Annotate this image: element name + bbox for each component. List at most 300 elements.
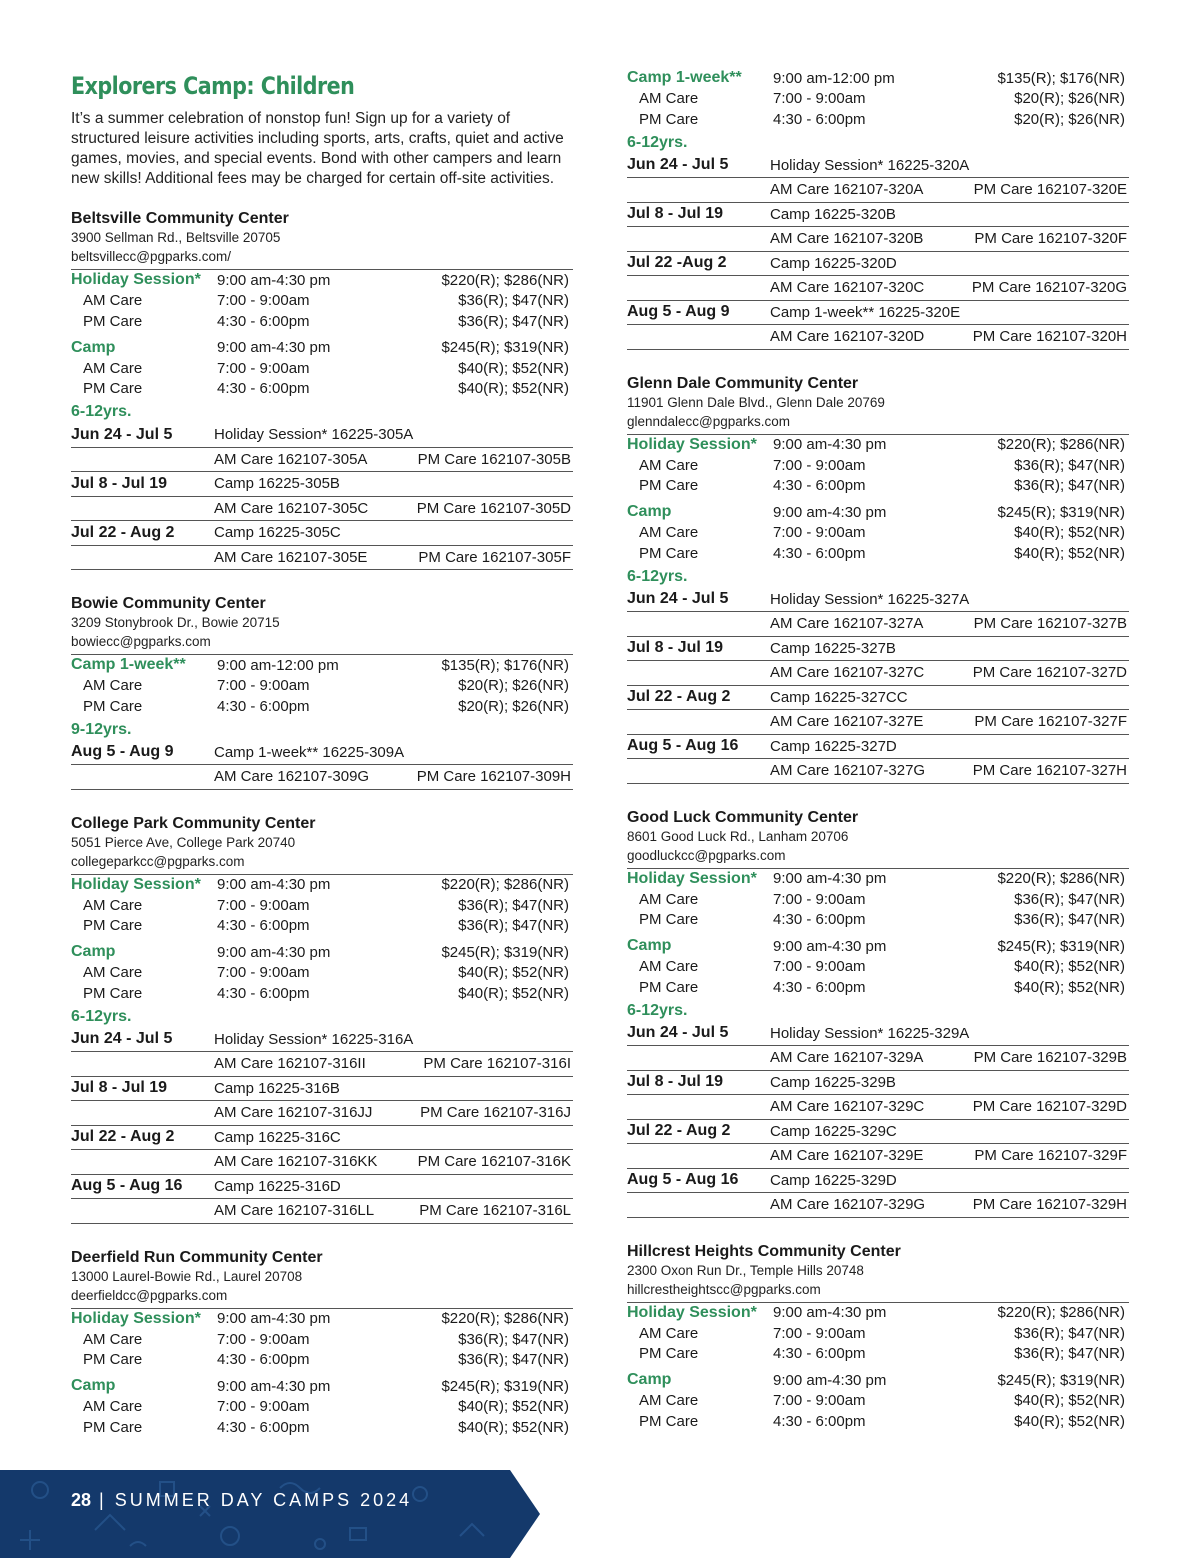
fee-time: 4:30 - 6:00pm <box>773 1345 866 1363</box>
fee-time: 7:00 - 9:00am <box>773 1324 866 1342</box>
center-name: College Park Community Center <box>71 814 316 832</box>
session-pm-code: PM Care 162107-327H <box>972 762 1127 780</box>
session-row <box>627 637 1129 662</box>
fee-price: $36(R); $47(NR) <box>1014 1324 1125 1342</box>
session-table <box>627 1022 1129 1218</box>
fee-row <box>71 379 573 400</box>
session-date: Jul 22 - Aug 2 <box>71 1128 175 1146</box>
session-date: Jul 22 - Aug 2 <box>627 688 731 706</box>
fee-row <box>627 1391 1129 1412</box>
fee-time: 7:00 - 9:00am <box>217 359 310 377</box>
fee-row <box>71 1397 573 1418</box>
fee-price: $135(R); $176(NR) <box>997 69 1125 87</box>
fee-row <box>71 311 573 332</box>
session-code: Camp 16225-316C <box>214 1128 341 1146</box>
footer-banner-shape <box>0 1470 540 1558</box>
fee-row <box>71 270 573 291</box>
fee-time: 4:30 - 6:00pm <box>217 312 310 330</box>
fee-row <box>627 1344 1129 1365</box>
fee-time: 9:00 am-12:00 pm <box>773 69 895 87</box>
session-pm-code: PM Care 162107-305D <box>416 499 571 517</box>
session-row <box>71 1077 573 1102</box>
center-address: 2300 Oxon Run Dr., Temple Hills 20748 <box>627 1262 864 1278</box>
footer-title: SUMMER DAY CAMPS 2024 <box>114 1490 413 1510</box>
fee-time: 9:00 am-4:30 pm <box>217 876 331 894</box>
session-code: Holiday Session* 16225-316A <box>214 1030 414 1048</box>
session-pm-code: PM Care 162107-327F <box>974 713 1127 731</box>
age-range: 6-12yrs. <box>627 1001 688 1019</box>
fee-row <box>627 543 1129 564</box>
session-code: Camp 16225-329C <box>770 1122 897 1140</box>
session-row <box>627 1120 1129 1145</box>
center-address: 8601 Good Luck Rd., Lanham 20706 <box>627 828 849 844</box>
session-pm-code: PM Care 162107-305B <box>417 450 571 468</box>
session-date: Jul 8 - Jul 19 <box>71 1079 168 1097</box>
session-code: Camp 16225-320B <box>770 205 896 223</box>
fee-label: Holiday Session* <box>627 869 757 887</box>
fee-time: 7:00 - 9:00am <box>217 964 310 982</box>
fee-price: $220(R); $286(NR) <box>441 876 569 894</box>
fee-price: $245(R); $319(NR) <box>997 1371 1125 1389</box>
center-email: goodluckcc@pgparks.com <box>627 847 786 863</box>
fee-time: 7:00 - 9:00am <box>773 90 866 108</box>
session-row <box>627 203 1129 228</box>
session-row <box>627 227 1129 252</box>
fee-label: AM Care <box>83 964 143 982</box>
fee-label: Holiday Session* <box>71 271 201 289</box>
fee-row <box>627 1303 1129 1324</box>
fee-price: $245(R); $319(NR) <box>441 1377 569 1395</box>
right-column <box>627 68 1129 1432</box>
fee-price: $36(R); $47(NR) <box>458 917 569 935</box>
session-code: AM Care 162107-327G <box>770 762 926 780</box>
session-code: AM Care 162107-329C <box>770 1098 925 1116</box>
fee-row <box>627 89 1129 110</box>
fee-time: 9:00 am-4:30 pm <box>773 937 887 955</box>
fee-price: $36(R); $47(NR) <box>458 292 569 310</box>
session-pm-code: PM Care 162107-309H <box>416 768 571 786</box>
fee-label: PM Care <box>83 380 143 398</box>
session-date: Jul 8 - Jul 19 <box>627 639 724 657</box>
session-pm-code: PM Care 162107-329H <box>972 1196 1127 1214</box>
fee-label: PM Care <box>83 312 143 330</box>
fee-label: Camp <box>71 338 116 356</box>
session-table <box>627 588 1129 784</box>
community-center <box>627 374 1129 784</box>
fee-price: $36(R); $47(NR) <box>1014 890 1125 908</box>
fee-label: Camp <box>627 503 672 521</box>
center-name: Glenn Dale Community Center <box>627 374 859 392</box>
center-address: 13000 Laurel-Bowie Rd., Laurel 20708 <box>71 1268 303 1284</box>
fee-time: 9:00 am-4:30 pm <box>773 1371 887 1389</box>
session-code: Camp 16225-327B <box>770 639 896 657</box>
fee-table <box>71 654 573 717</box>
session-code: Camp 16225-327D <box>770 737 897 755</box>
session-code: Camp 16225-329B <box>770 1073 896 1091</box>
fee-time: 4:30 - 6:00pm <box>773 1412 866 1430</box>
session-date: Aug 5 - Aug 9 <box>627 303 730 321</box>
session-table <box>71 1028 573 1224</box>
session-row <box>71 448 573 473</box>
session-row <box>71 1052 573 1077</box>
session-code: Camp 16225-329D <box>770 1171 897 1189</box>
session-code: Camp 16225-305B <box>214 475 340 493</box>
fee-label: Camp <box>71 1377 116 1395</box>
fee-table <box>71 1308 573 1438</box>
session-date: Jul 8 - Jul 19 <box>71 474 168 492</box>
session-row <box>71 1175 573 1200</box>
session-row <box>627 710 1129 735</box>
center-name: Bowie Community Center <box>71 595 266 612</box>
center-address: 3900 Sellman Rd., Beltsville 20705 <box>71 230 281 245</box>
fee-label: AM Care <box>639 890 699 908</box>
session-pm-code: PM Care 162107-316K <box>417 1153 571 1171</box>
footer-text <box>71 1490 412 1511</box>
fee-row <box>71 358 573 379</box>
session-pm-code: PM Care 162107-327D <box>972 664 1127 682</box>
fee-label: AM Care <box>83 677 143 695</box>
session-code: Camp 1-week** 16225-309A <box>214 743 405 761</box>
session-date: Aug 5 - Aug 16 <box>627 737 739 755</box>
fee-price: $135(R); $176(NR) <box>441 656 569 674</box>
community-center <box>627 68 1129 350</box>
community-center <box>71 814 573 1224</box>
session-pm-code: PM Care 162107-316J <box>420 1104 571 1122</box>
fee-time: 4:30 - 6:00pm <box>217 380 310 398</box>
fee-time: 7:00 - 9:00am <box>773 890 866 908</box>
fee-time: 4:30 - 6:00pm <box>217 697 310 715</box>
fee-row <box>627 910 1129 931</box>
fee-label: PM Care <box>639 110 699 128</box>
fee-label: PM Care <box>639 477 699 495</box>
session-code: AM Care 162107-327A <box>770 615 924 633</box>
fee-label: Holiday Session* <box>627 435 757 453</box>
session-row <box>71 1101 573 1126</box>
page-number: 28 <box>71 1490 92 1510</box>
session-date: Jul 22 - Aug 2 <box>71 523 175 541</box>
fee-label: PM Care <box>639 1345 699 1363</box>
footer-separator: | <box>99 1490 107 1510</box>
session-row <box>71 472 573 497</box>
fee-label: PM Care <box>83 1418 143 1436</box>
fee-label: Holiday Session* <box>627 1303 757 1321</box>
fee-time: 4:30 - 6:00pm <box>217 1351 310 1369</box>
session-code: Holiday Session* 16225-329A <box>770 1024 970 1042</box>
center-name: Hillcrest Heights Community Center <box>627 1242 901 1260</box>
fee-price: $220(R); $286(NR) <box>997 1304 1125 1322</box>
session-table <box>71 741 573 790</box>
age-range: 9-12yrs. <box>71 720 132 738</box>
fee-time: 9:00 am-4:30 pm <box>217 271 331 289</box>
fee-row <box>627 68 1129 89</box>
session-row <box>627 588 1129 613</box>
fee-price: $40(R); $52(NR) <box>1014 1412 1125 1430</box>
fee-time: 9:00 am-4:30 pm <box>773 1304 887 1322</box>
fee-price: $245(R); $319(NR) <box>997 503 1125 521</box>
fee-row <box>71 942 573 963</box>
fee-time: 7:00 - 9:00am <box>773 456 866 474</box>
session-row <box>71 546 573 571</box>
fee-price: $36(R); $47(NR) <box>458 1351 569 1369</box>
session-code: Camp 16225-316B <box>214 1079 340 1097</box>
session-code: AM Care 162107-316KK <box>214 1153 378 1171</box>
left-centers <box>71 189 573 1438</box>
session-date: Aug 5 - Aug 16 <box>71 1177 183 1195</box>
session-row <box>71 521 573 546</box>
fee-price: $40(R); $52(NR) <box>1014 524 1125 542</box>
session-row <box>627 1022 1129 1047</box>
community-center <box>71 209 573 570</box>
fee-table <box>627 1302 1129 1432</box>
session-code: AM Care 162107-320B <box>770 230 924 248</box>
center-email: bowiecc@pgparks.com <box>71 634 211 649</box>
fee-time: 7:00 - 9:00am <box>217 1330 310 1348</box>
session-code: AM Care 162107-327C <box>770 664 925 682</box>
fee-price: $40(R); $52(NR) <box>1014 544 1125 562</box>
session-row <box>71 765 573 790</box>
fee-row <box>627 869 1129 890</box>
fee-row <box>627 109 1129 130</box>
center-address: 3209 Stonybrook Dr., Bowie 20715 <box>71 615 280 630</box>
session-row <box>627 252 1129 277</box>
fee-label: Holiday Session* <box>71 875 201 893</box>
session-date: Jun 24 - Jul 5 <box>627 590 729 608</box>
session-row <box>71 1028 573 1053</box>
fee-time: 7:00 - 9:00am <box>773 1392 866 1410</box>
session-row <box>71 1150 573 1175</box>
fee-row <box>71 696 573 717</box>
fee-table <box>627 434 1129 564</box>
community-center <box>71 1248 573 1438</box>
session-code: AM Care 162107-316II <box>214 1055 366 1073</box>
fee-time: 4:30 - 6:00pm <box>773 978 866 996</box>
session-pm-code: PM Care 162107-316I <box>423 1055 571 1073</box>
session-date: Jun 24 - Jul 5 <box>71 1030 173 1048</box>
session-row <box>627 1071 1129 1096</box>
fee-price: $40(R); $52(NR) <box>458 964 569 982</box>
session-row <box>627 1169 1129 1194</box>
fee-label: AM Care <box>83 1398 143 1416</box>
session-code: AM Care 162107-316JJ <box>214 1104 373 1122</box>
fee-row <box>627 957 1129 978</box>
session-code: Camp 16225-316D <box>214 1177 341 1195</box>
fee-price: $36(R); $47(NR) <box>458 312 569 330</box>
session-pm-code: PM Care 162107-320H <box>972 328 1127 346</box>
fee-price: $40(R); $52(NR) <box>458 1398 569 1416</box>
fee-row <box>71 1350 573 1371</box>
fee-time: 7:00 - 9:00am <box>217 292 310 310</box>
session-code: Camp 16225-305C <box>214 524 341 542</box>
fee-row <box>627 1411 1129 1432</box>
session-row <box>627 612 1129 637</box>
center-gap <box>71 189 573 209</box>
fee-label: PM Care <box>83 697 143 715</box>
center-email: beltsvillecc@pgparks.com/ <box>71 249 232 264</box>
fee-price: $40(R); $52(NR) <box>458 359 569 377</box>
fee-time: 9:00 am-4:30 pm <box>773 503 887 521</box>
fee-table <box>627 868 1129 998</box>
age-range: 6-12yrs. <box>71 1007 132 1025</box>
fee-row <box>627 1323 1129 1344</box>
session-date: Jul 8 - Jul 19 <box>627 1073 724 1091</box>
fee-label: PM Care <box>639 1412 699 1430</box>
session-date: Jul 22 - Aug 2 <box>627 1122 731 1140</box>
session-code: AM Care 162107-329G <box>770 1196 926 1214</box>
session-table <box>71 423 573 570</box>
fee-price: $20(R); $26(NR) <box>458 697 569 715</box>
fee-row <box>71 1417 573 1438</box>
fee-label: AM Care <box>83 359 143 377</box>
fee-price: $245(R); $319(NR) <box>441 339 569 357</box>
fee-time: 9:00 am-4:30 pm <box>217 943 331 961</box>
session-code: AM Care 162107-320D <box>770 328 925 346</box>
fee-row <box>627 455 1129 476</box>
center-name: Good Luck Community Center <box>627 808 859 826</box>
fee-row <box>71 676 573 697</box>
session-code: Camp 16225-320D <box>770 254 897 272</box>
fee-label: Camp 1-week** <box>627 69 742 87</box>
session-pm-code: PM Care 162107-327B <box>973 615 1127 633</box>
fee-label: PM Care <box>639 978 699 996</box>
center-name: Beltsville Community Center <box>71 210 289 227</box>
fee-row <box>71 291 573 312</box>
center-name: Deerfield Run Community Center <box>71 1248 323 1266</box>
session-pm-code: PM Care 162107-329F <box>974 1147 1127 1165</box>
session-pm-code: PM Care 162107-329B <box>973 1049 1127 1067</box>
fee-label: PM Care <box>83 1351 143 1369</box>
session-code: Holiday Session* 16225-320A <box>770 156 970 174</box>
fee-price: $40(R); $52(NR) <box>1014 978 1125 996</box>
fee-price: $40(R); $52(NR) <box>1014 1392 1125 1410</box>
session-code: AM Care 162107-305A <box>214 450 368 468</box>
session-pm-code: PM Care 162107-305F <box>418 548 571 566</box>
center-gap <box>627 784 1129 808</box>
session-code: Camp 1-week** 16225-320E <box>770 303 961 321</box>
fee-time: 4:30 - 6:00pm <box>217 917 310 935</box>
session-row <box>627 301 1129 326</box>
session-code: AM Care 162107-320A <box>770 181 924 199</box>
center-gap <box>71 1224 573 1248</box>
session-date: Jun 24 - Jul 5 <box>627 1024 729 1042</box>
fee-price: $36(R); $47(NR) <box>1014 477 1125 495</box>
fee-price: $245(R); $319(NR) <box>441 943 569 961</box>
session-row <box>627 178 1129 203</box>
community-center <box>627 808 1129 1218</box>
fee-table <box>71 269 573 399</box>
session-date: Jul 8 - Jul 19 <box>627 205 724 223</box>
fee-price: $36(R); $47(NR) <box>458 896 569 914</box>
fee-price: $40(R); $52(NR) <box>1014 958 1125 976</box>
session-row <box>627 325 1129 350</box>
session-row <box>71 423 573 448</box>
session-code: AM Care 162107-327E <box>770 713 924 731</box>
fee-price: $36(R); $47(NR) <box>458 1330 569 1348</box>
session-date: Aug 5 - Aug 9 <box>71 743 174 761</box>
session-row <box>71 497 573 522</box>
fee-time: 4:30 - 6:00pm <box>773 477 866 495</box>
fee-row <box>71 963 573 984</box>
session-code: AM Care 162107-329A <box>770 1049 924 1067</box>
fee-time: 4:30 - 6:00pm <box>217 1418 310 1436</box>
session-row <box>627 759 1129 784</box>
fee-time: 9:00 am-4:30 pm <box>773 436 887 454</box>
right-centers <box>627 350 1129 1432</box>
fee-time: 9:00 am-4:30 pm <box>217 1377 331 1395</box>
fee-label: Camp 1-week** <box>71 656 186 674</box>
fee-price: $245(R); $319(NR) <box>997 937 1125 955</box>
session-code: AM Care 162107-316LL <box>214 1202 375 1220</box>
fee-row <box>627 889 1129 910</box>
fee-label: PM Care <box>639 544 699 562</box>
session-row <box>627 686 1129 711</box>
fee-label: AM Care <box>639 1324 699 1342</box>
fee-label: AM Care <box>83 896 143 914</box>
fee-price: $220(R); $286(NR) <box>441 271 569 289</box>
session-pm-code: PM Care 162107-320F <box>974 230 1127 248</box>
fee-time: 9:00 am-12:00 pm <box>217 656 339 674</box>
fee-row <box>71 1309 573 1330</box>
session-pm-code: PM Care 162107-320E <box>973 181 1127 199</box>
session-pm-code: PM Care 162107-320G <box>971 279 1127 297</box>
session-row <box>627 1095 1129 1120</box>
community-center <box>71 594 573 790</box>
session-pm-code: PM Care 162107-329D <box>972 1098 1127 1116</box>
fee-row <box>627 977 1129 998</box>
fee-label: Holiday Session* <box>71 1309 201 1327</box>
fee-price: $40(R); $52(NR) <box>458 984 569 1002</box>
fee-label: Camp <box>71 943 116 961</box>
session-code: AM Care 162107-329E <box>770 1147 924 1165</box>
session-pm-code: PM Care 162107-316L <box>419 1202 571 1220</box>
fee-time: 4:30 - 6:00pm <box>773 544 866 562</box>
fee-time: 7:00 - 9:00am <box>773 958 866 976</box>
fee-price: $20(R); $26(NR) <box>1014 110 1125 128</box>
fee-row <box>71 983 573 1004</box>
fee-row <box>71 1376 573 1397</box>
page-footer <box>0 1470 540 1558</box>
fee-time: 4:30 - 6:00pm <box>773 110 866 128</box>
fee-price: $220(R); $286(NR) <box>997 870 1125 888</box>
fee-label: AM Care <box>83 1330 143 1348</box>
fee-time: 4:30 - 6:00pm <box>773 911 866 929</box>
fee-price: $220(R); $286(NR) <box>997 436 1125 454</box>
session-row <box>627 1046 1129 1071</box>
center-gap <box>627 1218 1129 1242</box>
center-gap <box>627 350 1129 374</box>
age-range: 6-12yrs. <box>627 567 688 585</box>
session-row <box>627 1193 1129 1218</box>
fee-label: AM Care <box>83 292 143 310</box>
fee-time: 7:00 - 9:00am <box>217 1398 310 1416</box>
center-gap <box>71 790 573 814</box>
fee-row <box>71 916 573 937</box>
session-row <box>71 741 573 766</box>
session-code: Holiday Session* 16225-305A <box>214 426 414 444</box>
center-address: 11901 Glenn Dale Blvd., Glenn Dale 20769 <box>627 394 885 410</box>
fee-label: Camp <box>627 1371 672 1389</box>
fee-label: AM Care <box>639 90 699 108</box>
center-email: collegeparkcc@pgparks.com <box>71 853 245 869</box>
left-column <box>71 70 573 1438</box>
fee-row <box>71 655 573 676</box>
fee-table <box>627 68 1129 130</box>
session-row <box>627 735 1129 760</box>
fee-time: 7:00 - 9:00am <box>773 524 866 542</box>
fee-row <box>71 338 573 359</box>
age-range: 6-12yrs. <box>627 133 688 151</box>
fee-label: AM Care <box>639 524 699 542</box>
page-title: Explorers Camp: Children <box>71 72 355 100</box>
